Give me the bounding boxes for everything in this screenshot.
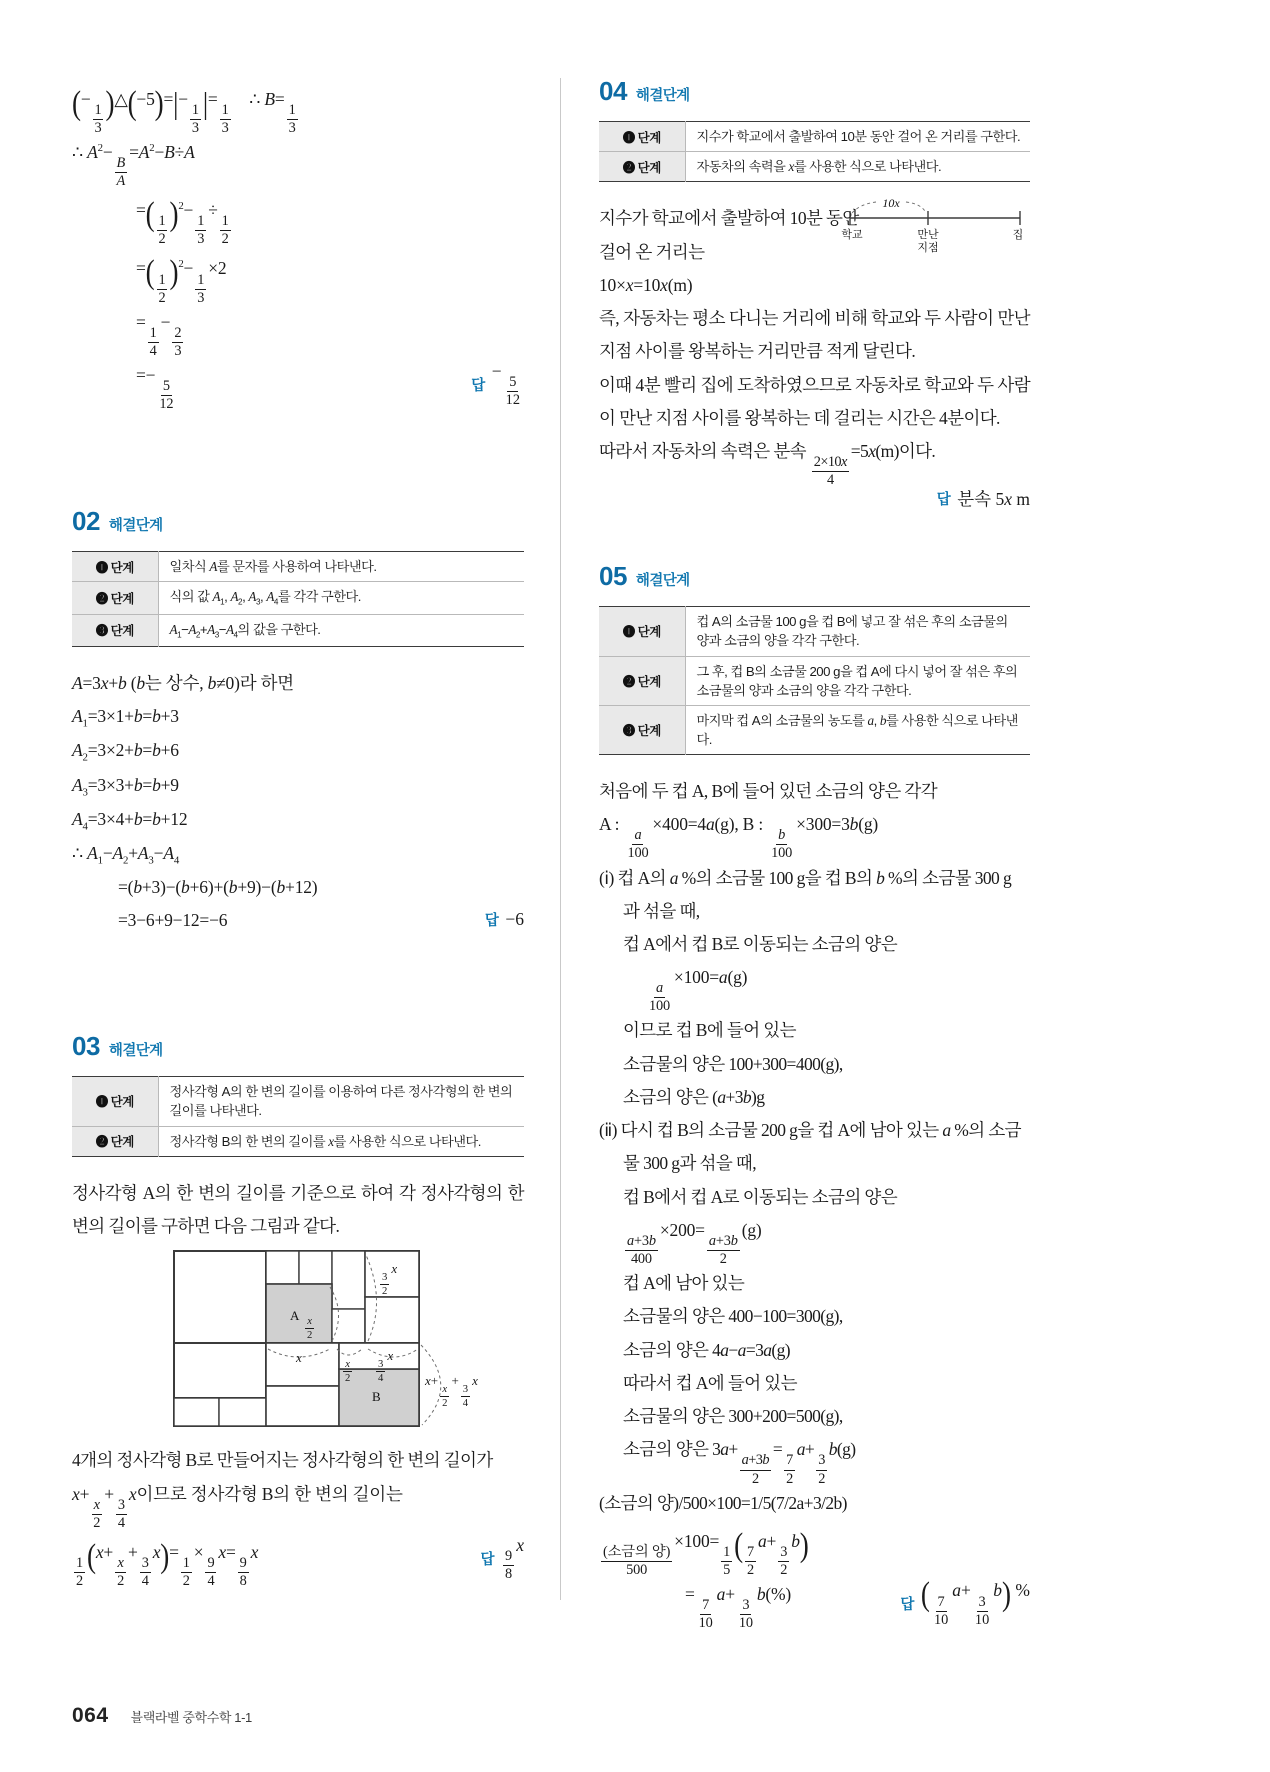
text-line: 지수가 학교에서 출발하여 10분 동안 bbox=[599, 208, 859, 229]
eq-line: $\frac{a}{100}$ ×100=a(g) bbox=[649, 967, 748, 1015]
solution-01-continuation bbox=[72, 78, 524, 412]
section-header-05 bbox=[599, 563, 1030, 590]
text-line: 물 300 g과 섞을 때, bbox=[623, 1153, 756, 1174]
text-line: 컵 A에 남아 있는 bbox=[623, 1273, 745, 1294]
answer-row bbox=[900, 1575, 1030, 1628]
eq-line: ∴ $A^2-$ $\frac{B}{A}$ $=A^2-B\div A$ bbox=[72, 142, 195, 190]
table-row bbox=[72, 1077, 524, 1126]
eq-line: $\frac{\text{(소금의 양)}}{500}$ ×100= $\frac{1}{5}$ ( $\frac{7}{2}$ a+ $\frac{3}{2}$ b) bbox=[603, 1525, 809, 1578]
section-number: 03 bbox=[72, 1031, 100, 1062]
eq-line: A : $\frac{a}{100}$ ×400=4a(g), B : $\frac{b}{100}$ ×300=3b(g) bbox=[599, 814, 879, 862]
figure-label-b: B bbox=[372, 1389, 381, 1405]
number-line-figure bbox=[840, 196, 1030, 261]
solution-04 bbox=[599, 78, 1030, 511]
eq-line: 따라서 자동차의 속력은 분속 $\frac{2\times 10x}{4}$ =5x(m)이다. bbox=[599, 441, 936, 489]
figure-right-label: 집 bbox=[1012, 229, 1024, 241]
text-line: (소금의 양)/500×100=1/5(7/2a+3/2b) bbox=[599, 1492, 847, 1513]
answer-label: 답 bbox=[471, 377, 485, 394]
text-line: 과 섞을 때, bbox=[623, 900, 700, 921]
eq-line: $A_4=3\times 4+b=b+12$ bbox=[72, 808, 188, 833]
step-text: $A_1-A_2+A_3-A_4$의 값을 구한다. bbox=[169, 621, 321, 640]
answer-value: $\frac{9}{8}$ x bbox=[505, 1535, 524, 1583]
step-key: ❷ 단계 bbox=[599, 656, 685, 705]
figure-mid-label-2: 지점 bbox=[917, 242, 939, 254]
table-row bbox=[72, 1126, 524, 1156]
answer-label: 답 bbox=[900, 1597, 914, 1614]
text-line: 따라서 컵 A에 들어 있는 bbox=[623, 1372, 797, 1393]
section-label: 해결단계 bbox=[108, 517, 163, 534]
figure-label-a: A bbox=[290, 1308, 300, 1324]
answer-value: ( $\frac{7}{10}$ a+ $\frac{3}{10}$ b) % bbox=[920, 1575, 1030, 1628]
figure-label-a-frac: $\frac{x}{2}$ bbox=[307, 1316, 313, 1342]
step-text: 정사각형 B의 한 변의 길이를 x를 사용한 식으로 나타낸다. bbox=[169, 1133, 481, 1149]
eq-line: 소금물의 양은 300+200=500(g), bbox=[623, 1406, 843, 1427]
step-text: 마지막 컵 A의 소금물의 농도를 a, b를 사용한 식으로 나타낸다. bbox=[696, 712, 1018, 747]
text-line: 컵 B에서 컵 A로 이동되는 소금의 양은 bbox=[623, 1186, 898, 1207]
figure-label-three-quarter-x: $\frac{3}{4}$ x bbox=[378, 1348, 394, 1385]
left-column bbox=[72, 78, 542, 1600]
eq-line: =( $\frac{1}{2}$ )$^2$− $\frac{1}{3}$ ÷ $\frac{1}{2}$ bbox=[136, 195, 229, 248]
step-key: ❶ 단계 bbox=[72, 551, 158, 581]
section-label: 해결단계 bbox=[635, 88, 690, 104]
text-line: 걸어 온 거리는 bbox=[599, 241, 705, 262]
step-text: 지수가 학교에서 출발하여 10분 동안 걸어 온 거리를 구한다. bbox=[696, 129, 1021, 144]
eq-line: 소금물의 양은 400−100=300(g), bbox=[623, 1306, 843, 1327]
step-key: ❸ 단계 bbox=[72, 614, 158, 647]
step-table-02 bbox=[72, 551, 524, 647]
step-text: 일차식 A를 문자를 사용하여 나타낸다. bbox=[169, 558, 377, 574]
answer-label: 답 bbox=[480, 1552, 495, 1569]
figure-label-x: x bbox=[296, 1350, 302, 1366]
figure-left-label: 학교 bbox=[841, 229, 863, 241]
intro-text: 정사각형 A의 한 변의 길이를 기준으로 하여 각 정사각형의 한 변의 길이를 구하면 다음 그림과 같다. bbox=[72, 1182, 524, 1237]
text-line: 이때 4분 빨리 집에 도착하였으므로 자동차로 학교와 두 사람이 만난 지점 사이를 왕복하는 데 걸리는 시간은 4분이다. bbox=[599, 374, 1030, 428]
text-line: 4개의 정사각형 B로 만들어지는 정사각형의 한 변의 길이가 bbox=[72, 1450, 493, 1471]
step-key: ❷ 단계 bbox=[72, 582, 158, 615]
text-line: 이므로 컵 B에 들어 있는 bbox=[623, 1020, 796, 1041]
section-number: 05 bbox=[599, 561, 627, 592]
solution-02 bbox=[72, 505, 524, 937]
eq-line: 소금의 양은 3a+ $\frac{a+3b}{2}$ = $\frac{7}{2}$ a+ $\frac{3}{2}$ b(g) bbox=[623, 1439, 856, 1487]
eq-line: 소금의 양은 4a−a=3a(g) bbox=[623, 1339, 791, 1360]
table-row bbox=[599, 122, 1030, 152]
step-text: 그 후, 컵 B의 소금물 200 g을 컵 A에 다시 넣어 잘 섞은 후의 소금물의 양과 소금의 양을 각각 구한다. bbox=[696, 663, 1018, 698]
step-text: 식의 값 $A_1$, $A_2$, $A_3$, $A_4$를 각각 구한다. bbox=[169, 589, 361, 607]
text-line: 컵 A에서 컵 B로 이동되는 소금의 양은 bbox=[623, 934, 898, 954]
eq-line: $A_3=3\times 3+b=b+9$ bbox=[72, 774, 179, 799]
step-key: ❶ 단계 bbox=[599, 122, 685, 152]
text-line: (ⅱ) 다시 컵 B의 소금물 200 g을 컵 A에 남아 있는 a %의 소금 bbox=[599, 1120, 1021, 1141]
eq-line: = $\frac{7}{10}$ a+ $\frac{3}{10}$ b(%) bbox=[685, 1583, 792, 1632]
eq-line: $\frac{a+3b}{400}$ ×200= $\frac{a+3b}{2}$ (g) bbox=[627, 1219, 762, 1268]
text-line: (ⅰ) 컵 A의 a %의 소금물 100 g을 컵 B의 b %의 소금물 300 g bbox=[599, 867, 1012, 888]
text-line: 처음에 두 컵 A, B에 들어 있던 소금의 양은 각각 bbox=[599, 781, 938, 802]
square-tiling-figure bbox=[172, 1249, 478, 1434]
figure-mid-label-1: 만난 bbox=[917, 229, 939, 241]
table-row bbox=[599, 607, 1030, 656]
figure-label-x-half: $\frac{x}{2}$ bbox=[345, 1359, 351, 1385]
eq-line: x+ $\frac{x}{2}$ + $\frac{3}{4}$ x이므로 정사각형 B의 한 변의 길이는 bbox=[72, 1483, 403, 1531]
answer-label: 답 bbox=[484, 913, 499, 930]
table-row bbox=[599, 152, 1030, 182]
answer-value: − $\frac{5}{12}$ bbox=[491, 360, 520, 408]
step-key: ❷ 단계 bbox=[599, 152, 685, 182]
step-text: 자동차의 속력을 x를 사용한 식으로 나타낸다. bbox=[696, 159, 942, 175]
section-header-03 bbox=[72, 1033, 524, 1060]
page-number: 064 bbox=[72, 1704, 109, 1727]
eq-line: =( $\frac{1}{2}$ )$^2$− $\frac{1}{3}$ ×2 bbox=[136, 253, 227, 306]
step-key: ❷ 단계 bbox=[72, 1126, 158, 1156]
section-number: 04 bbox=[599, 76, 627, 106]
eq-line: =(b+3)−(b+6)+(b+9)−(b+12) bbox=[118, 876, 318, 897]
step-table-03 bbox=[72, 1076, 524, 1156]
section-label: 해결단계 bbox=[108, 1043, 163, 1060]
answer-row bbox=[481, 1535, 524, 1582]
eq-line: A=3x+b (b는 상수, b≠0)라 하면 bbox=[72, 673, 294, 694]
step-text: 정사각형 A의 한 변의 길이를 이용하여 다른 정사각형의 한 변의 길이를 나타낸다. bbox=[169, 1084, 513, 1119]
eq-line: $\frac{1}{2}$ (x+ $\frac{x}{2}$ + $\frac{3}{4}$ x)= $\frac{1}{2}$ × $\frac{9}{4}$ x= $\frac{9}{8}$ x bbox=[76, 1536, 259, 1589]
table-row bbox=[72, 614, 524, 647]
answer-value: −6 bbox=[505, 909, 524, 930]
text-line: 즉, 자동차는 평소 다니는 거리에 비해 학교와 두 사람이 만난 지점 사이를 왕복하는 거리만큼 적게 달린다. bbox=[599, 308, 1030, 362]
figure-label-right-sum: x+ $\frac{x}{2}$ + $\frac{3}{4}$ x bbox=[425, 1373, 478, 1410]
right-column bbox=[560, 76, 1030, 1632]
step-key: ❸ 단계 bbox=[599, 705, 685, 754]
answer-value: 분속 5x m bbox=[957, 489, 1030, 510]
table-row bbox=[72, 582, 524, 615]
solution-05 bbox=[599, 563, 1030, 1631]
section-label: 해결단계 bbox=[635, 573, 690, 590]
book-title: 블랙라벨 중학수학 1-1 bbox=[130, 1710, 252, 1725]
eq-line: = $\frac{1}{4}$ − $\frac{2}{3}$ bbox=[136, 311, 182, 359]
step-key: ❶ 단계 bbox=[599, 607, 685, 656]
section-header-02 bbox=[72, 505, 524, 536]
step-key: ❶ 단계 bbox=[72, 1077, 158, 1126]
step-table-05 bbox=[599, 606, 1030, 755]
figure-label-top-right: $\frac{3}{2}$ x bbox=[382, 1261, 398, 1298]
section-number: 02 bbox=[72, 505, 100, 536]
eq-line: 10×x=10x(m) bbox=[599, 274, 693, 295]
page-footer bbox=[72, 1704, 252, 1728]
step-text: 컵 A의 소금물 100 g을 컵 B에 넣고 잘 섞은 후의 소금물의 양과 소금의 양을 각각 구한다. bbox=[696, 614, 1008, 649]
table-row bbox=[599, 656, 1030, 705]
eq-line: =− $\frac{5}{12}$ bbox=[136, 364, 174, 412]
eq-line: ∴ $A_1-A_2+A_3-A_4$ bbox=[72, 842, 180, 867]
answer-row bbox=[471, 361, 524, 408]
table-row bbox=[599, 705, 1030, 754]
eq-line: $A_1=3\times 1+b=b+3$ bbox=[72, 706, 179, 730]
table-row bbox=[72, 551, 524, 581]
answer-row bbox=[599, 486, 1030, 511]
eq-line: (− $\frac{1}{3}$ )△(−5)=|− $\frac{1}{3}$ |= $\frac{1}{3}$ ∴ B= $\frac{1}{3}$ bbox=[72, 84, 296, 137]
eq-line: 소금물의 양은 100+300=400(g), bbox=[623, 1053, 843, 1074]
figure-top-label: 10x bbox=[882, 196, 900, 210]
number-line-svg bbox=[840, 196, 1030, 256]
section-header-04 bbox=[599, 78, 1030, 105]
answer-row bbox=[485, 909, 524, 930]
solution-03 bbox=[72, 1033, 524, 1589]
eq-line: 소금의 양은 (a+3b)g bbox=[623, 1086, 765, 1107]
answer-label: 답 bbox=[936, 492, 951, 509]
eq-line: =3−6+9−12=−6 bbox=[118, 910, 228, 931]
eq-line: $A_2=3\times 2+b=b+6$ bbox=[72, 740, 179, 764]
step-table-04 bbox=[599, 121, 1030, 182]
